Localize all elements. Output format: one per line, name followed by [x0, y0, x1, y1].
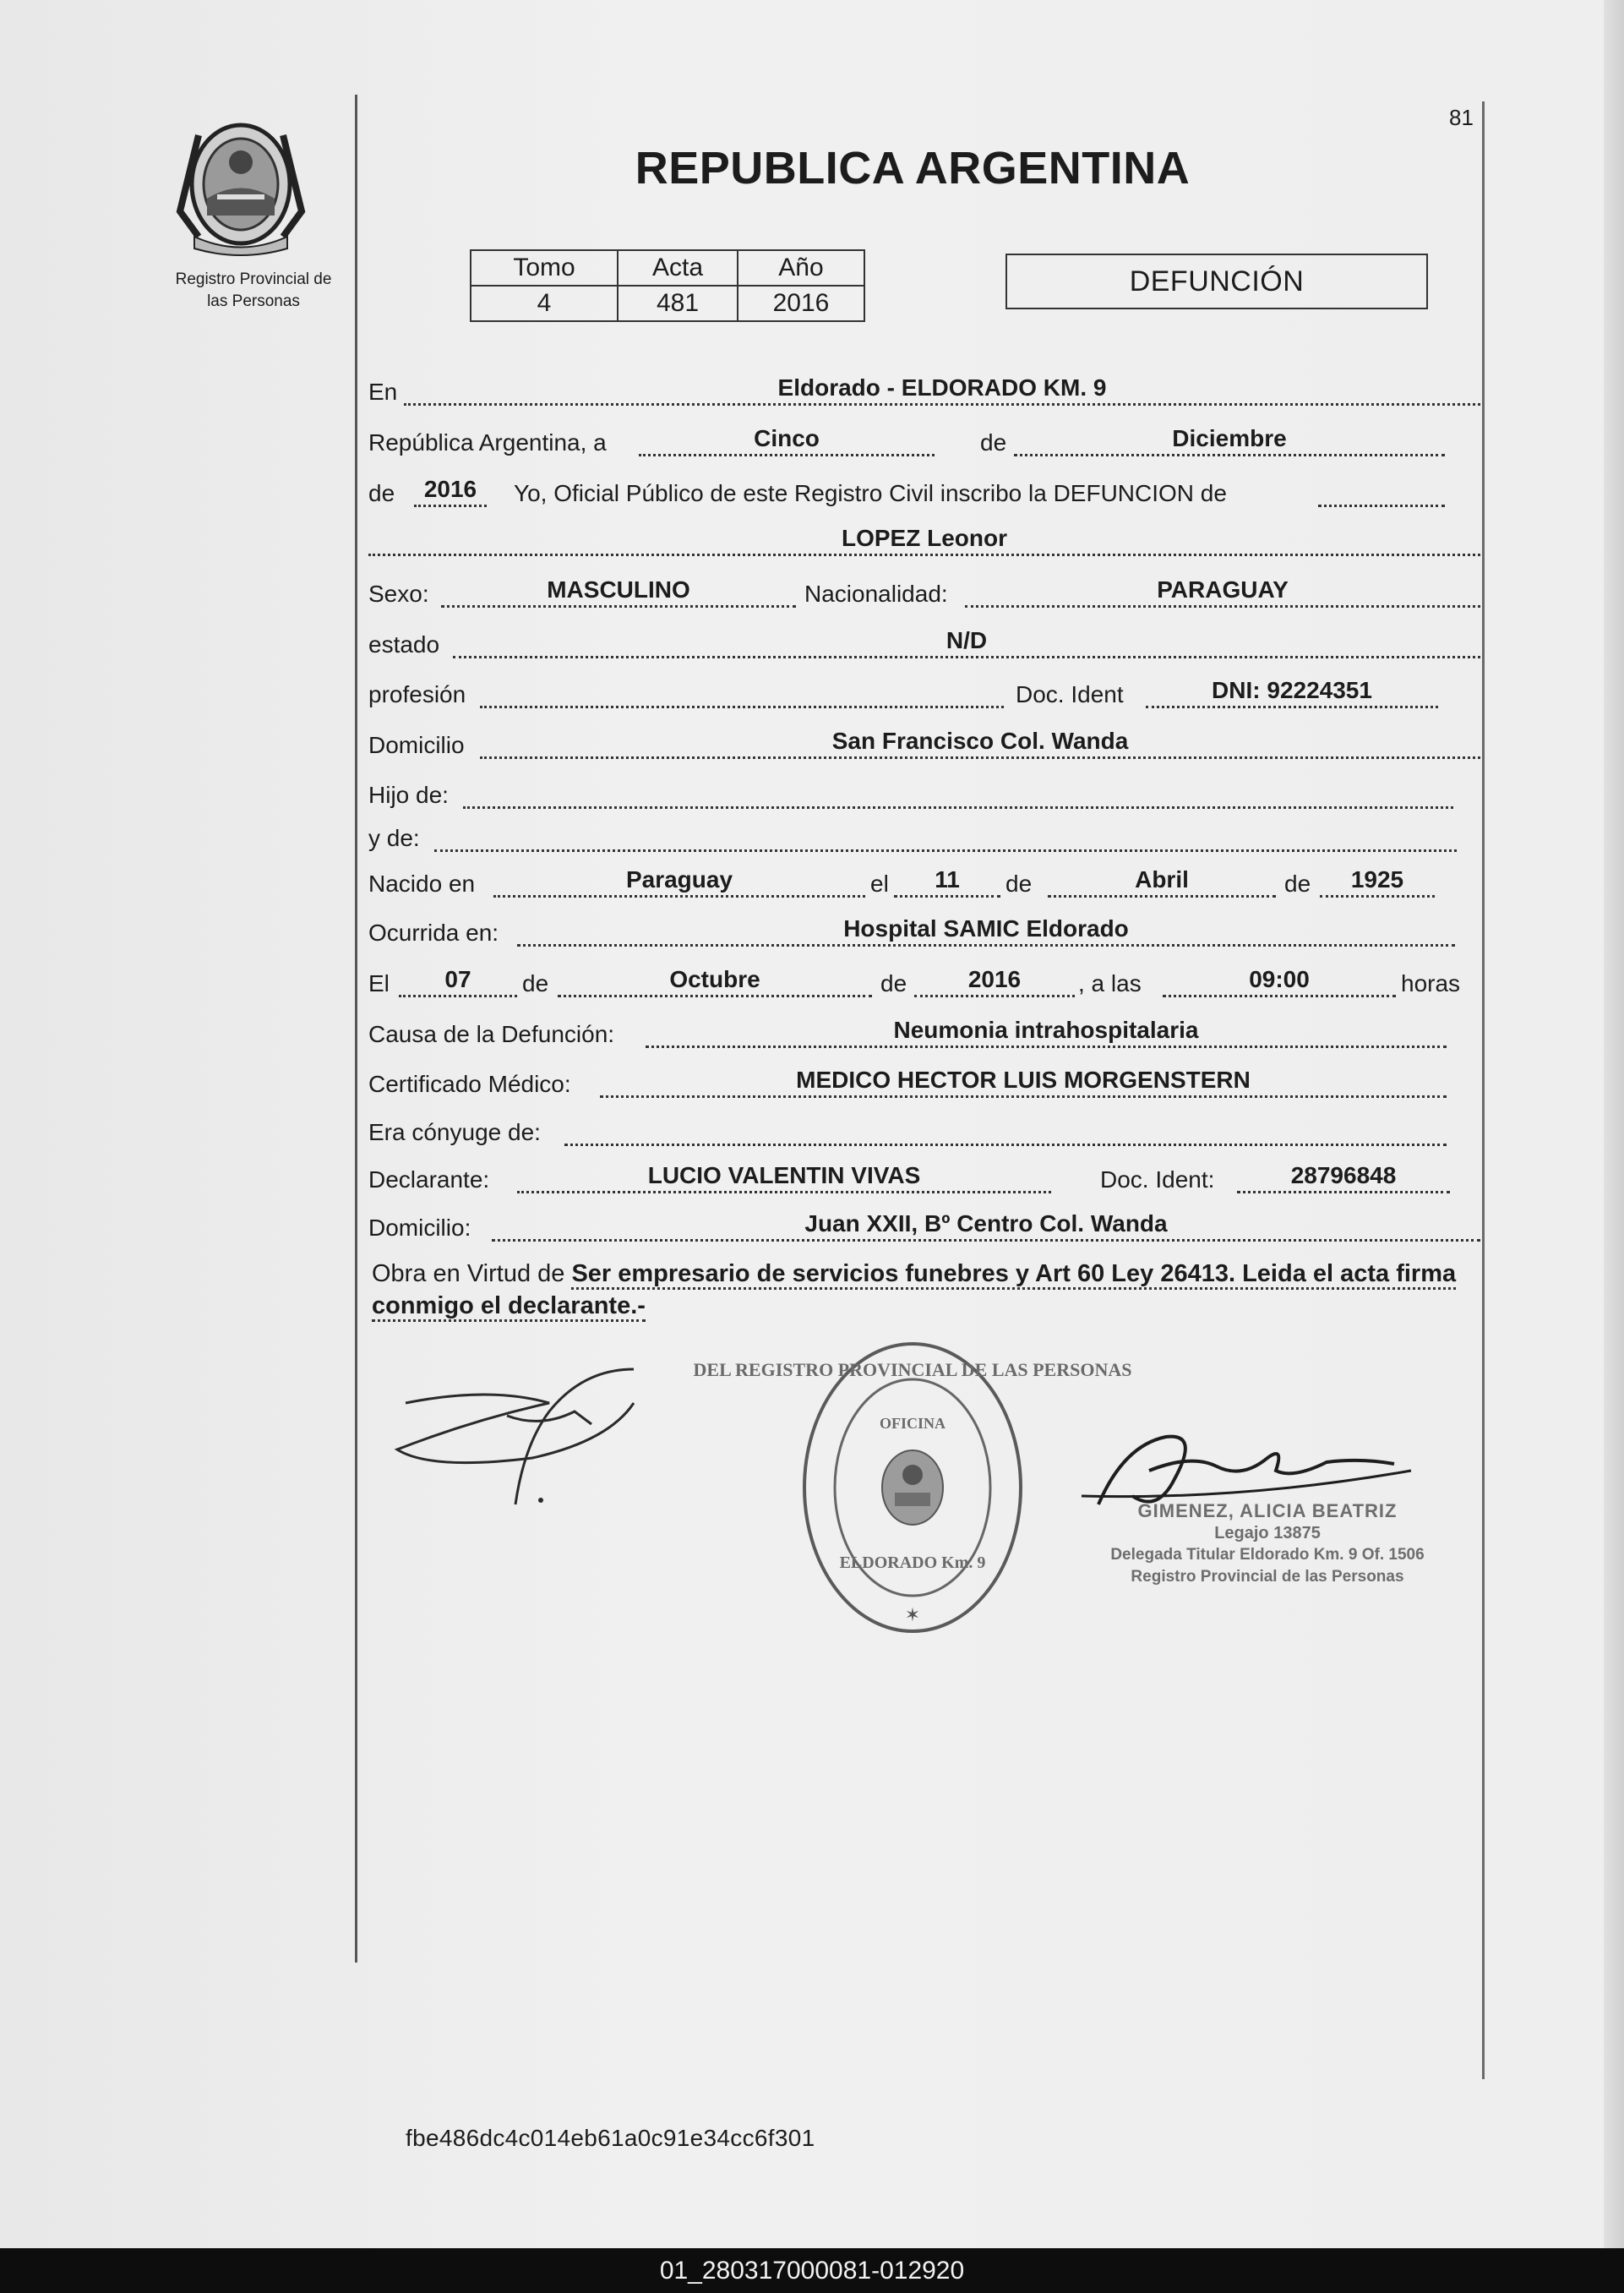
document-title: REPUBLICA ARGENTINA: [635, 143, 1191, 194]
deceased-name-field: LOPEZ Leonor: [368, 525, 1480, 556]
declarant-signature: [380, 1352, 676, 1521]
statement-label: Yo, Oficial Público de este Registro Civil inscribo la DEFUNCION de: [514, 480, 1227, 506]
certificado-label: Certificado Médico:: [368, 1071, 571, 1097]
declarant-field: LUCIO VALENTIN VIVAS: [517, 1162, 1051, 1193]
de-label-5: de: [522, 970, 549, 996]
registry-seal: [693, 1335, 1132, 1640]
doc-ident-label: Doc. Ident: [1016, 681, 1124, 707]
cause-field: Neumonia intrahospitalaria: [646, 1017, 1447, 1048]
seal-emblem-icon: [882, 1450, 943, 1525]
registry-label-line1: Registro Provincial de: [175, 270, 332, 288]
declarant-doc-field: 28796848: [1237, 1162, 1450, 1193]
el-label: el: [870, 871, 889, 897]
document-hash: fbe486dc4c014eb61a0c91e34cc6f301: [406, 2125, 815, 2151]
document-field: DNI: 92224351: [1146, 677, 1438, 708]
nacido-en-label: Nacido en: [368, 871, 476, 897]
reference-table: [470, 249, 865, 322]
province-crest-icon: [173, 110, 308, 254]
paper-edge: [1604, 0, 1624, 2248]
death-time-field: 09:00: [1163, 966, 1396, 997]
address-field: San Francisco Col. Wanda: [480, 728, 1480, 759]
sex-field: MASCULINO: [441, 576, 796, 608]
official-stamp-name: GIMENEZ, ALICIA BEATRIZ: [1137, 1500, 1398, 1521]
republica-label: República Argentina, a: [368, 429, 607, 456]
a-las-label: , a las: [1078, 970, 1142, 996]
footer-id: 01_280317000081-012920: [659, 2256, 965, 2285]
obra-label: Obra en Virtud de: [372, 1260, 565, 1287]
birth-month-field: Abril: [1048, 866, 1276, 898]
de-label-4: de: [1284, 871, 1311, 897]
birth-year-field: 1925: [1320, 866, 1435, 898]
day-words-field: Cinco: [639, 425, 935, 456]
civil-status-field: N/D: [453, 627, 1480, 658]
left-margin-line: [355, 95, 357, 1963]
de-label-1: de: [980, 429, 1007, 456]
tomo-header: Tomo: [471, 250, 618, 286]
death-place-field: Hospital SAMIC Eldorado: [517, 915, 1455, 947]
death-month-field: Octubre: [558, 966, 872, 997]
registry-label: [152, 269, 355, 313]
declarante-label: Declarante:: [368, 1166, 490, 1193]
reference-value-row: [471, 286, 864, 321]
mother-field: [434, 821, 1457, 852]
birth-place-field: Paraguay: [493, 866, 865, 898]
declarant-doc-label: Doc. Ident:: [1100, 1166, 1215, 1193]
official-stamp-registry: Registro Provincial de las Personas: [1131, 1568, 1404, 1586]
estado-label: estado: [368, 631, 440, 658]
medical-certificate-field: MEDICO HECTOR LUIS MORGENSTERN: [600, 1067, 1447, 1098]
seal-bottom-text: ELDORADO Km. 9: [839, 1553, 986, 1572]
de-label-3: de: [1005, 871, 1033, 897]
causa-label: Causa de la Defunción:: [368, 1021, 615, 1047]
year-field: 2016: [414, 476, 487, 507]
basis-paragraph: [372, 1258, 1479, 1322]
seal-top-text: OFICINA: [879, 1415, 946, 1432]
month-field: Diciembre: [1014, 425, 1445, 456]
seal-ring-text: DEL REGISTRO PROVINCIAL DE LAS PERSONAS: [693, 1359, 1132, 1380]
birth-day-field: 11: [894, 866, 1000, 898]
basis-field: Ser empresario de servicios funebres y Art 60 Ley 26413. Leida el acta firma conmigo el declarante.-: [372, 1260, 1456, 1322]
right-margin-line: [1482, 101, 1485, 2079]
official-stamp: [1086, 1500, 1449, 1588]
ano-header: Año: [738, 250, 864, 286]
acta-value: 481: [618, 286, 738, 321]
ocurrida-en-label: Ocurrida en:: [368, 920, 499, 946]
profesion-label: profesión: [368, 681, 466, 707]
nationality-field: PARAGUAY: [965, 576, 1480, 608]
de-label-2: de: [368, 480, 395, 506]
death-year-field: 2016: [914, 966, 1075, 997]
domicilio-label: Domicilio: [368, 732, 465, 758]
page-number: 81: [1449, 105, 1474, 130]
official-stamp-legajo: Legajo 13875: [1214, 1524, 1321, 1542]
tomo-value: 4: [471, 286, 618, 321]
profession-field: [480, 677, 1004, 708]
ano-value: 2016: [738, 286, 864, 321]
acta-header: Acta: [618, 250, 738, 286]
el-cap-label: El: [368, 970, 390, 996]
statement-blank: [1318, 476, 1445, 507]
record-type-box: DEFUNCIÓN: [1005, 254, 1428, 309]
reference-header-row: [471, 250, 864, 286]
en-label: En: [368, 379, 398, 405]
spouse-field: [564, 1115, 1447, 1146]
father-field: [463, 778, 1453, 809]
registry-label-line2: las Personas: [207, 292, 300, 310]
hijo-de-label: Hijo de:: [368, 782, 449, 808]
place-field: Eldorado - ELDORADO KM. 9: [404, 374, 1480, 406]
footer-id-bar: [0, 2248, 1624, 2293]
conyuge-label: Era cónyuge de:: [368, 1119, 541, 1145]
y-de-label: y de:: [368, 825, 420, 851]
official-stamp-role: Delegada Titular Eldorado Km. 9 Of. 1506: [1110, 1546, 1425, 1564]
declarant-address-field: Juan XXII, Bº Centro Col. Wanda: [492, 1210, 1480, 1242]
death-day-field: 07: [399, 966, 517, 997]
declarant-domicilio-label: Domicilio:: [368, 1215, 471, 1241]
de-label-6: de: [880, 970, 907, 996]
seal-star-icon: ✶: [904, 1604, 921, 1625]
sexo-label: Sexo:: [368, 581, 429, 607]
nacionalidad-label: Nacionalidad:: [804, 581, 948, 607]
horas-label: horas: [1401, 970, 1461, 996]
